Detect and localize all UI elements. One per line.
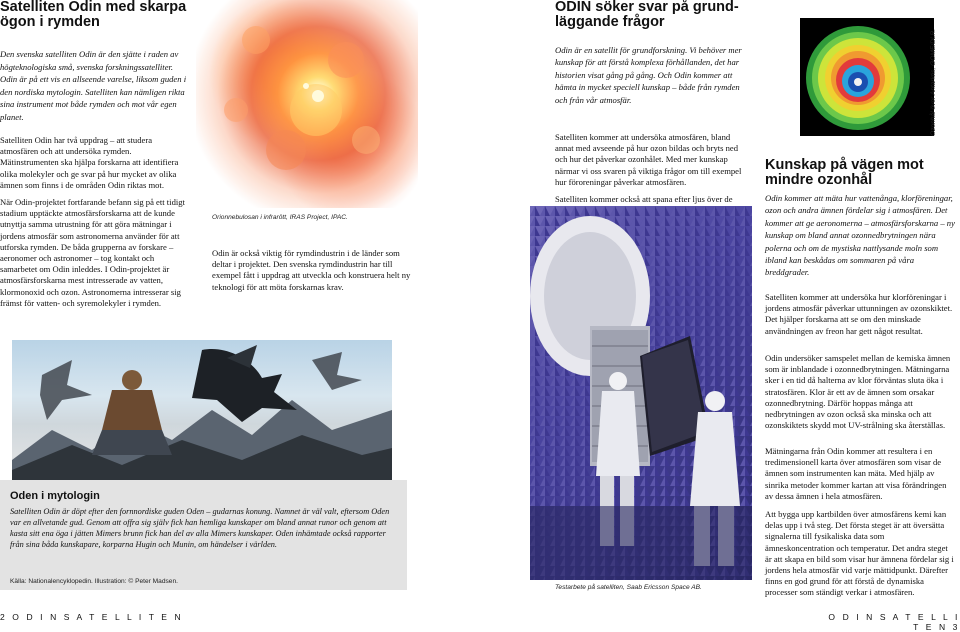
ozone-hole-image	[800, 18, 934, 136]
right-page-title	[555, 0, 755, 30]
orion-caption: Orionnebulosan i infrarött, IRAS Project, IPAC.	[212, 214, 348, 221]
col2-title-line1: Kunskap på vägen mot	[765, 157, 924, 173]
orion-text: Odin är också viktig för rymdindustrin i de länder som deltar i projektet. Den svenska rymdindustrin har till exempel fått i uppdrag att utveckla och konstruera helt ny teknologi för att möta forskarnas krav.	[212, 248, 411, 292]
mythology-source: Källa: Nationalencyklopedin. Illustration: © Peter Madsen.	[10, 578, 178, 585]
satellite-test-photo	[530, 206, 752, 580]
left-para-2: När Odin-projektet fortfarande befann sig på ett tidigt stadium upptäckte atmosfärsforskarna att de kunde utnyttja samma utrustning för att göra mätningar i jordens atmosfär som astronomerna använder för att utforska rymden. De båda grupperna av forskare – aeronomer och astronomer – tog kontakt och samarbetet om Odin inleddes. I Odin-projektet är atmosfärsforskarna mest intresserade av vatten, klormonoxid och ozon. Astronomerna intresserar sig främst för vatten- och syremolekyler i rymden.	[0, 197, 185, 308]
right-col1-para-1: Satelliten kommer att undersöka atmosfären, bland annat med avseende på hur ozon bildas och bryts ned och hur det påverkar ozonhålet. Med mer kunskap närmar vi oss svaren på viktiga frågor om till exempel hur föroreningar påverkar atmosfären.	[555, 132, 742, 187]
left-page-title	[0, 0, 200, 30]
lab-caption: Testarbete på satelliten, Saab Ericsson Space AB.	[555, 584, 702, 591]
mythology-illustration	[12, 340, 392, 480]
col2-intro: Odin kommer att mäta hur vattenånga, klorföreningar, ozon och andra ämnen fördelar sig i atmosfären. Det kommer att ge aeronomerna – atmosfärsforskarna – ny kunskap om bland annat ozonnedbrytningen nära polerna och om de mystiska nattlysande moln som ibland kan beskådas om sommaren på våra breddgrader.	[765, 193, 955, 278]
left-footer: 2 O D I N S A T E L L I T E N	[0, 612, 184, 622]
mythology-text: Satelliten Odin är döpt efter den fornnordiske guden Oden – gudarnas konung. Namnet är väl valt, eftersom Oden var en allvetande gud. Genom att offra sig själv fick han hemliga kunskaper om bland annat runor och genom att kasta sitt ena öga i jätten Mimers brunn fick han del av alla Mimers kunskaper. Oden inhämtade också rapporter från sina båda kunskapare, korparna Hugin och Munin, om händelser i världen.	[10, 507, 390, 549]
col2-para-2: Odin undersöker samspelet mellan de kemiska ämnen som är inblandade i ozonnedbrytningen. Mätningarna sker i en tid då halterna av klor förväntas sluta öka i stratosfären. Klor är ett av de ämnen som orsakar ozonnedbrytning. Därför hoppas många att nedbrytningen av ozon också ska minska och att ozonskiktets skydd mot UV-strålning ska återställas.	[765, 353, 951, 431]
left-title-line2: ögon i rymden	[0, 14, 100, 30]
right-title-line1: ODIN söker svar på grund-	[555, 0, 739, 15]
left-para-1: Satelliten Odin har två uppdrag – att studera atmosfären och att undersöka rymden. Mätinstrumenten ska hjälpa forskarna att identifiera olika molekyler och ge svar på hur mycket av olika ämnen som finns i de områden Odin riktas mot.	[0, 135, 179, 190]
left-page	[0, 0, 480, 622]
left-title-line1: Satelliten Odin med skarpa	[0, 0, 187, 15]
left-intro: Den svenska satelliten Odin är den sjätte i raden av högteknologiska små, svenska forskningssatelliter. Odin är på ett vis en allseende varelse, liksom guden i den nordiska mytologin. Satelliten kan nämligen rikta sina instrument mot både rymden och mot vår egen planet.	[0, 49, 187, 122]
col2-title-line2: mindre ozonhål	[765, 172, 873, 188]
col2-para-3: Mätningarna från Odin kommer att resultera i en tredimensionell karta över atmosfären som visar de ämnen som instrumenten kan mäta. Med hjälp av sinrika metoder kommer kartan att visa förändringen av dessa ämnen i hela atmosfären.	[765, 446, 947, 501]
col2-para-1: Satelliten kommer att undersöka hur klorföreningar i jordens atmosfär påverkar uttunningen av ozonskiktet. Det hjälper forskarna att se om den minskade användningen av freon har gett något resultat.	[765, 292, 953, 336]
right-intro: Odin är en satellit för grundforskning. Vi behöver mer kunskap för att förstå komplexa förhållanden, det har historien visat gång på gång. Och Odin kommer att hämta in mycket speciell kunskap – både från rymden och från vår atmosfär.	[555, 45, 742, 105]
right-title-line2: läggande frågor	[555, 14, 665, 30]
col2-title	[765, 158, 955, 188]
orion-nebula-image	[196, 0, 418, 208]
mythology-box	[0, 480, 407, 590]
ozone-caption: Ozonhål över Antarktis, GOME/DLR.	[930, 28, 937, 136]
right-page	[480, 0, 960, 632]
col2-para-4: Att bygga upp kartbilden över atmosfärens kemi kan delas upp i två steg. Det första steget är att översätta signalerna till fysikaliska data som ämneskoncentration och temperatur. Det andra steget är att skapa en bild som visar hur ämnena fördelar sig i jordens hela atmosfär vid varje mättidpunkt. Därefter finns en god grund för att förstå de dynamiska processer som ständigt verkar i atmosfären.	[765, 509, 954, 598]
mythology-title: Oden i mytologin	[10, 490, 100, 502]
right-footer: O D I N S A T E L L I T E N 3	[828, 612, 960, 632]
right-col1-para-2: Satelliten kommer också att spana efter ljus över de	[555, 194, 733, 204]
